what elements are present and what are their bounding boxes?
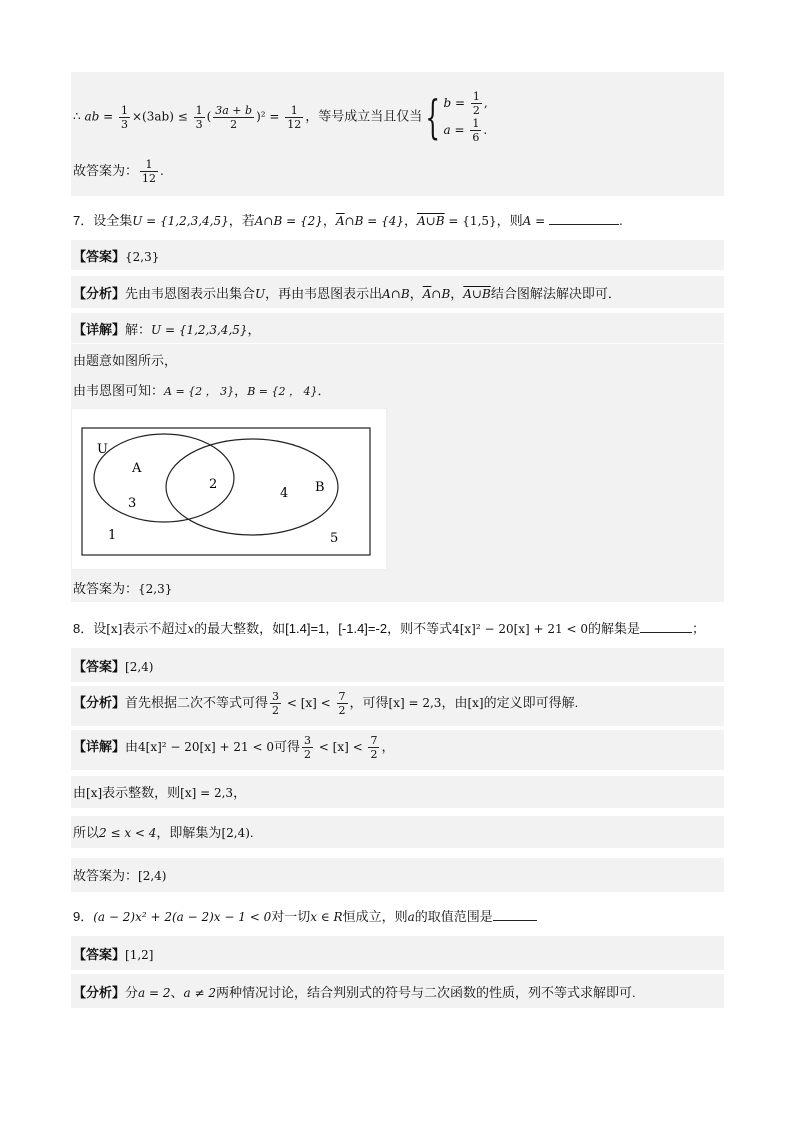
math-text: )² =: [256, 109, 284, 124]
solution-set-line: 所以2 ≤ x < 4，即解集为[2,4).: [71, 816, 724, 848]
question-8: 8．设[x]表示不超过x的最大整数，如[1.4]=1，[-1.4]=-2，则不等式4[x]² − 20[x] + 21 < 0的解集是 ；: [71, 612, 724, 642]
venn-diagram: [71, 408, 387, 570]
fraction: $\frac{1}{12}$: [142, 158, 157, 185]
fraction: $\frac{1}{3}$: [120, 103, 128, 131]
detail-label: 【详解】: [73, 738, 126, 754]
complement-a: $\overline{A}$: [335, 214, 345, 228]
label-u: U: [97, 442, 108, 457]
integer-line: 由[x]表示整数，则[x] = 2,3，: [71, 776, 724, 808]
fraction: $\frac{3a + b}{2}$: [215, 103, 253, 131]
final-answer-label: 故答案为：: [73, 162, 139, 178]
detail-label: 【详解】: [73, 322, 126, 337]
final-7-row: 故答案为：{2,3}: [71, 572, 724, 602]
answer-value: {2,3}: [125, 250, 160, 264]
brace-symbol: {: [425, 90, 441, 144]
figure-intro-text: 由题意如图所示，: [73, 353, 178, 368]
analysis-7-row: 【分析】先由韦恩图表示出集合U，再由韦恩图表示出A∩B，$\overline{A}\cap B$，A∪B结合图解法解决即可．: [71, 276, 724, 308]
therefore-symbol: ∴: [73, 109, 85, 124]
answer-8-row: [71, 648, 724, 682]
math-text: U = {1,2,3,4,5}: [132, 214, 229, 228]
answer-value: [2,4): [125, 660, 154, 674]
math-text: (: [206, 109, 212, 124]
derivation-line: [71, 72, 724, 148]
set-b-ellipse: [166, 439, 338, 535]
ab-expr: ab =: [84, 109, 117, 124]
venn-svg: [72, 409, 386, 569]
detail-7-row: 【详解】解：U = {1,2,3,4,5}，: [71, 313, 724, 343]
fraction: $\frac{1}{12}$: [287, 103, 302, 131]
answer-blank[interactable]: [493, 920, 537, 921]
figure-intro-row: [71, 344, 724, 374]
answer-label: 【答案】: [73, 249, 126, 264]
label-a: A: [132, 461, 142, 476]
math-text: ×(3ab) ≤: [131, 109, 192, 124]
element-1: 1: [108, 528, 117, 543]
venn-result-row: 由韦恩图可知：A = {2 ， 3}，B = {2 ， 4}．: [71, 374, 724, 404]
answer-blank[interactable]: [549, 224, 619, 225]
answer-blank[interactable]: [640, 632, 692, 633]
element-5: 5: [330, 531, 339, 546]
analysis-label: 【分析】: [73, 694, 126, 710]
analysis-9-row: 【分析】分a = 2、a ≠ 2两种情况讨论，结合判别式的符号与二次函数的性质，列不等式求解即可.: [71, 974, 724, 1008]
math-text: A∩B = {2}: [254, 214, 323, 228]
question-9: 9．(a − 2)x² + 2(a − 2)x − 1 < 0对一切x ∈ R恒成立，则a的取值范围是: [71, 900, 724, 930]
final-answer-line: 故答案为： $\frac{1}{12}$ .: [71, 148, 724, 196]
fraction: $\frac{1}{3}$: [195, 103, 203, 131]
answer-7-row: [71, 240, 724, 270]
question-7: 7．设全集U = {1,2,3,4,5}，若A∩B = {2}，$\overline{A}\cap B = \{4\}$，A∪B = {1,5}，则A = .: [71, 204, 724, 234]
question-number: 7．设全集: [73, 213, 133, 228]
element-3: 3: [128, 496, 137, 511]
answer-value: [1,2]: [125, 948, 154, 962]
answer-label: 【答案】: [73, 659, 126, 674]
equation-system: b = $\frac{1}{2}$ , a = $\frac{1}{6}$ .: [443, 90, 488, 144]
element-2: 2: [209, 477, 218, 492]
final-8-row: 故答案为：[2,4): [71, 858, 724, 892]
analysis-label: 【分析】: [73, 286, 126, 301]
universal-set-rect: [82, 428, 370, 555]
analysis-8-row: 【分析】首先根据二次不等式可得 $\frac{3}{2}$ < [x] < $\frac{7}{2}$ ，可得[x] = 2,3，由[x]的定义即可得解.: [71, 686, 724, 726]
detail-8-row: 【详解】由4[x]² − 20[x] + 21 < 0可得 $\frac{3}{2}$ < [x] < $\frac{7}{2}$ ，: [71, 730, 724, 770]
condition-text: ，等号成立当且仅当: [305, 108, 423, 124]
answer-9-row: [71, 936, 724, 970]
answer-label: 【答案】: [73, 947, 126, 962]
complement-union: A∪B: [417, 214, 445, 228]
label-b: B: [315, 480, 325, 495]
analysis-label: 【分析】: [73, 985, 126, 1000]
element-4: 4: [280, 486, 289, 501]
